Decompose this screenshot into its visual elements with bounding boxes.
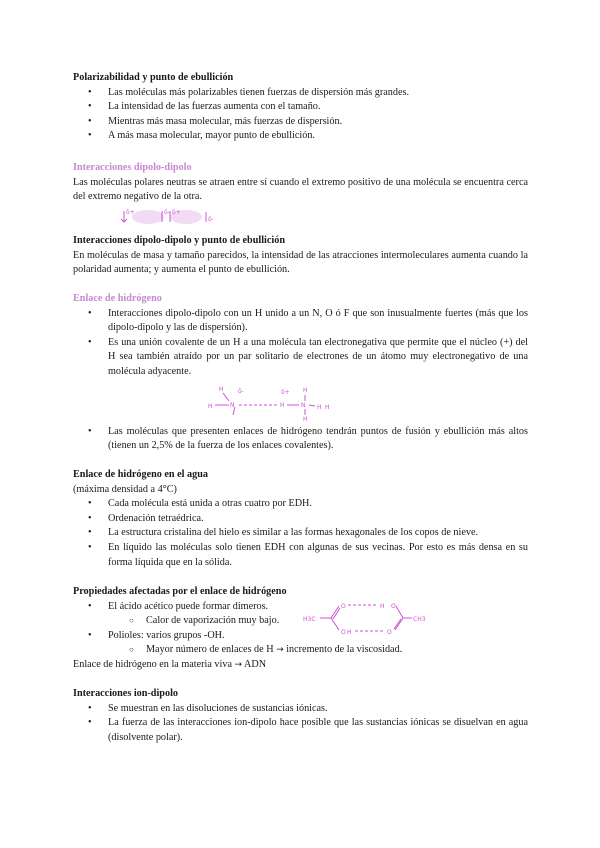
- arrow-icon: →: [234, 659, 243, 670]
- materia-viva-line: [73, 658, 528, 673]
- hydrogen-bond-sketch-image: [205, 381, 335, 423]
- propiedades-list: [73, 600, 528, 658]
- sub-list-item: ○ Calor de vaporización muy bajo.: [73, 614, 528, 629]
- section-ion-dipolo: [73, 687, 528, 745]
- dipole-sketch-image: [118, 207, 228, 227]
- materia-viva-label: Enlace de hidrógeno en la materia viva: [73, 658, 232, 670]
- sketch-label: H: [347, 629, 352, 636]
- agua-list: [73, 497, 528, 570]
- dipole-lobe: [132, 210, 164, 224]
- sketch-label: CH3: [413, 616, 426, 623]
- section-dipolo-ebullicion: [73, 234, 528, 278]
- sketch-label: δ+: [281, 389, 290, 396]
- section-dipolo: [73, 161, 528, 205]
- sketch-label: O: [391, 603, 396, 610]
- list-item: • El ácido acético puede formar dímeros.: [73, 600, 528, 615]
- sketch-label: N: [301, 402, 306, 409]
- arrow-icon: →: [276, 645, 284, 656]
- covalent-bond-lines: [320, 606, 340, 630]
- list-item: • En líquido las moléculas solo tienen EDH con algunas de sus vecinas. Por esto es más densa en su forma líquida que en la sólida.: [73, 541, 528, 570]
- heading-polarizabilidad: Polarizabilidad y punto de ebullición: [73, 72, 234, 83]
- acetic-acid-dimer-sketch-image: [303, 598, 433, 636]
- sketch-label: H: [219, 386, 224, 393]
- list-item: • La fuerza de las interacciones ion-dipolo hace posible que las sustancias iónicas se disuelvan en agua (disolvente polar).: [73, 716, 528, 745]
- covalent-bond-lines: [394, 606, 412, 630]
- section-hidrogeno: [73, 292, 528, 454]
- list-item: • Es una unión covalente de un H a una molécula tan electronegativa que permite que el núcleo (+) del H sea también atraído por un par solitario de electrones de un átomo muy electronegativo de una molécula adyacente.: [73, 336, 528, 380]
- sketch-label: H: [280, 402, 285, 409]
- section-propiedades: [73, 585, 528, 673]
- list-item: • Polioles: varios grupos -OH.: [73, 629, 528, 644]
- sketch-label: δ+: [126, 209, 135, 216]
- section-agua: [73, 468, 528, 570]
- sketch-label: H3C: [303, 616, 316, 623]
- list-item: • Interacciones dipolo-dipolo con un H unido a un N, O ó F que son inusualmente fuertes (más que los dipolo-dipolo y las de dispersión).: [73, 307, 528, 336]
- sub-list-item: [73, 643, 528, 658]
- list-item: • Las moléculas más polarizables tienen fuerzas de dispersión más grandes.: [73, 86, 528, 101]
- agua-subtitle: (máxima densidad a 4°C): [73, 483, 177, 495]
- heading-dipolo: Interacciones dipolo-dipolo: [73, 162, 192, 173]
- sketch-label: N: [230, 402, 235, 409]
- heading-propiedades: Propiedades afectadas por el enlace de hidrógeno: [73, 586, 287, 597]
- list-item: • Cada molécula está unida a otras cuatro por EDH.: [73, 497, 528, 512]
- list-item: • La intensidad de las fuerzas aumenta con el tamaño.: [73, 100, 528, 115]
- list-item: • A más masa molecular, mayor punto de ebullición.: [73, 129, 528, 144]
- sketch-label: δ-: [238, 388, 244, 395]
- heading-dipolo-ebullicion: Interacciones dipolo-dipolo y punto de ebullición: [73, 235, 285, 246]
- paragraph-dipolo-ebullicion: En moléculas de masa y tamaño parecidos, la intensidad de las atracciones intermoleculares aumenta cuando la polaridad aumenta; y aumenta el punto de ebullición.: [73, 249, 528, 276]
- heading-agua: Enlace de hidrógeno en el agua: [73, 469, 208, 480]
- sketch-label: δ-: [208, 216, 214, 223]
- list-item: • Ordenación tetraédrica.: [73, 512, 528, 527]
- ion-dipolo-list: [73, 702, 528, 746]
- sketch-label: O: [341, 603, 346, 610]
- sketch-label: H: [317, 404, 322, 411]
- sketch-label: H: [325, 404, 330, 411]
- list-item: • La estructura cristalina del hielo es similar a las formas hexagonales de los copos de nieve.: [73, 526, 528, 541]
- sketch-label: δ-: [164, 209, 170, 216]
- sketch-label: O: [341, 629, 346, 636]
- sketch-label: δ+: [172, 209, 181, 216]
- heading-hidrogeno: Enlace de hidrógeno: [73, 293, 162, 304]
- list-item: • Mientras más masa molecular, más fuerzas de dispersión.: [73, 115, 528, 130]
- materia-viva-value: ADN: [244, 658, 267, 670]
- viscosity-cause: Mayor número de enlaces de H: [146, 644, 274, 656]
- paragraph-dipolo: Las moléculas polares neutras se atraen entre sí cuando el extremo positivo de una molécula se encuentra cerca del extremo negativo de la otra.: [73, 176, 528, 203]
- sketch-label: H: [303, 387, 308, 394]
- sketch-label: H: [208, 403, 213, 410]
- section-polarizabilidad: [73, 71, 528, 144]
- list-item: • Las moléculas que presenten enlaces de hidrógeno tendrán puntos de fusión y ebullición más altos (tienen un 2,5% de la fuerza de los enlaces covalentes).: [73, 425, 528, 454]
- sketch-label: O: [387, 629, 392, 636]
- heading-ion-dipolo: Interacciones ion-dipolo: [73, 688, 178, 699]
- viscosity-effect: incremento de la viscosidad.: [286, 644, 403, 656]
- polarizabilidad-list: [73, 86, 528, 144]
- sketch-label: H: [380, 603, 385, 610]
- list-item: • Se muestran en las disoluciones de sustancias iónicas.: [73, 702, 528, 717]
- sketch-label: H: [303, 416, 308, 423]
